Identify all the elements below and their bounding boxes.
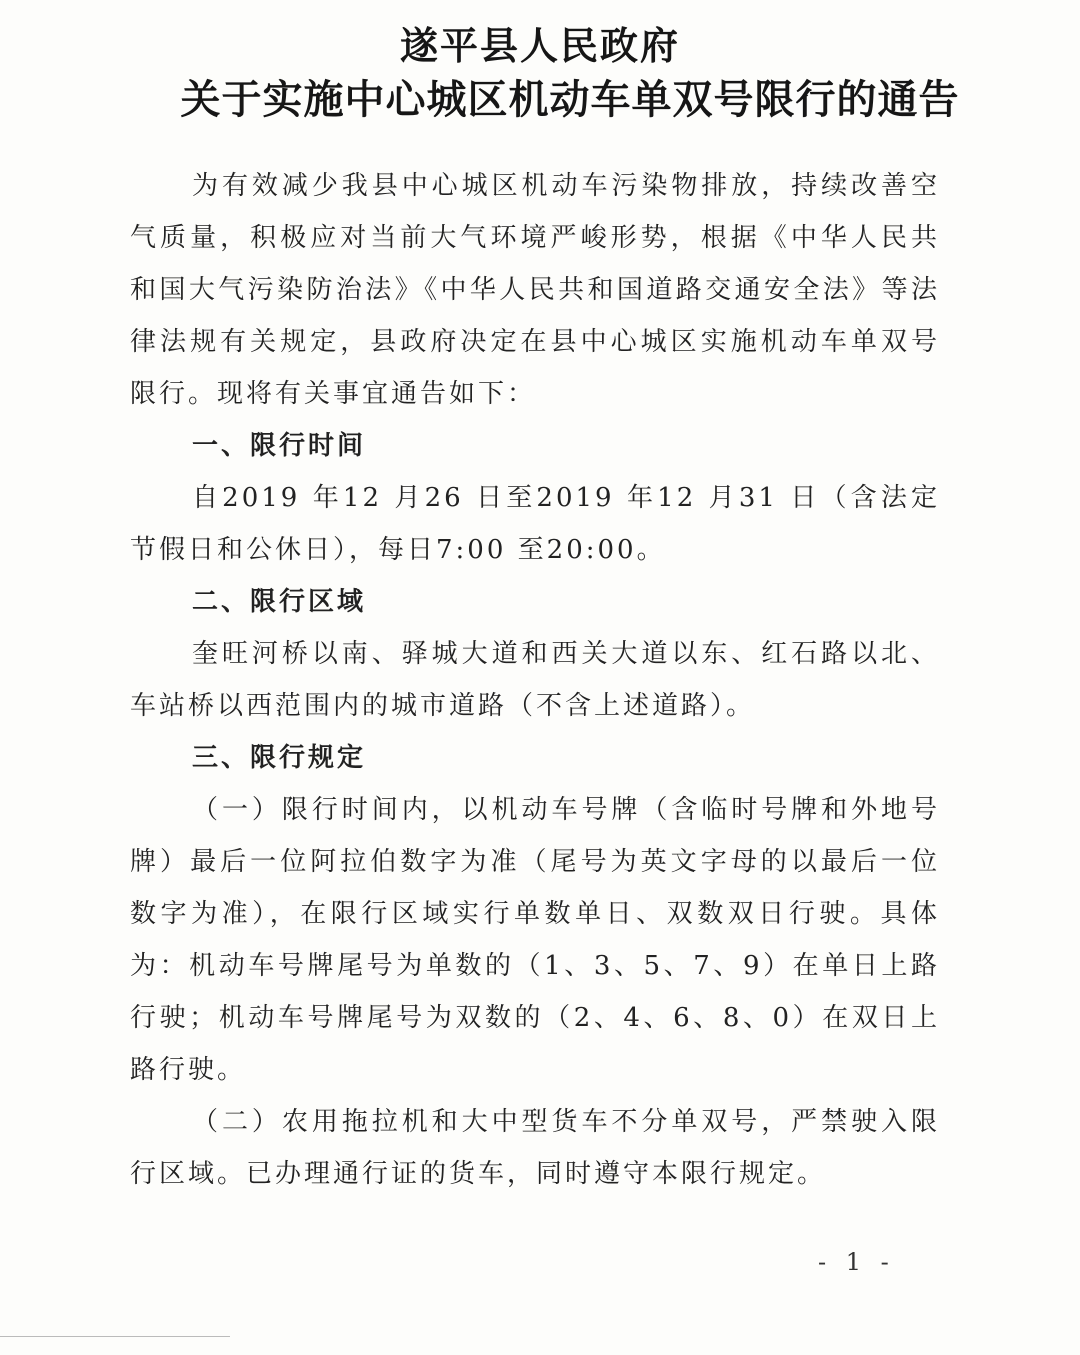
page-number: - 1 - bbox=[818, 1248, 895, 1276]
footer-rule bbox=[0, 1336, 230, 1337]
intro-paragraph: 为有效减少我县中心城区机动车污染物排放，持续改善空气质量，积极应对当前大气环境严峻形势，根据《中华人民共和国大气污染防治法》《中华人民共和国道路交通安全法》等法律法规有关规定，县政府决定在县中心城区实施机动车单双号限行。现将有关事宜通告如下： bbox=[130, 171, 940, 409]
section-time-paragraph: 自2019 年12 月26 日至2019 年12 月31 日（含法定节假日和公休日），每日7:00 至20:00。 bbox=[130, 483, 940, 565]
title-issuer: 遂平县人民政府 bbox=[399, 23, 680, 68]
section-heading-area: 二、限行区域 bbox=[192, 587, 367, 617]
section-rules-paragraph-2: （二）农用拖拉机和大中型货车不分单双号，严禁驶入限行区域。已办理通行证的货车，同时遵守本限行规定。 bbox=[130, 1107, 940, 1189]
title-subject: 关于实施中心城区机动车单双号限行的通告 bbox=[180, 76, 960, 123]
document-body bbox=[130, 160, 940, 1200]
section-rules-paragraph-1: （一）限行时间内，以机动车号牌（含临时号牌和外地号牌）最后一位阿拉伯数字为准（尾号为英文字母的以最后一位数字为准），在限行区域实行单数单日、双数双日行驶。具体为：机动车号牌尾号为单数的（1、3、5、7、9）在单日上路行驶；机动车号牌尾号为双数的（2、4、6、8、0）在双日上路行驶。 bbox=[130, 795, 940, 1085]
section-area-paragraph: 奎旺河桥以南、驿城大道和西关大道以东、红石路以北、车站桥以西范围内的城市道路（不含上述道路）。 bbox=[130, 639, 940, 721]
section-heading-time: 一、限行时间 bbox=[192, 431, 367, 461]
document-title bbox=[0, 20, 1080, 128]
section-heading-rules: 三、限行规定 bbox=[192, 743, 367, 773]
